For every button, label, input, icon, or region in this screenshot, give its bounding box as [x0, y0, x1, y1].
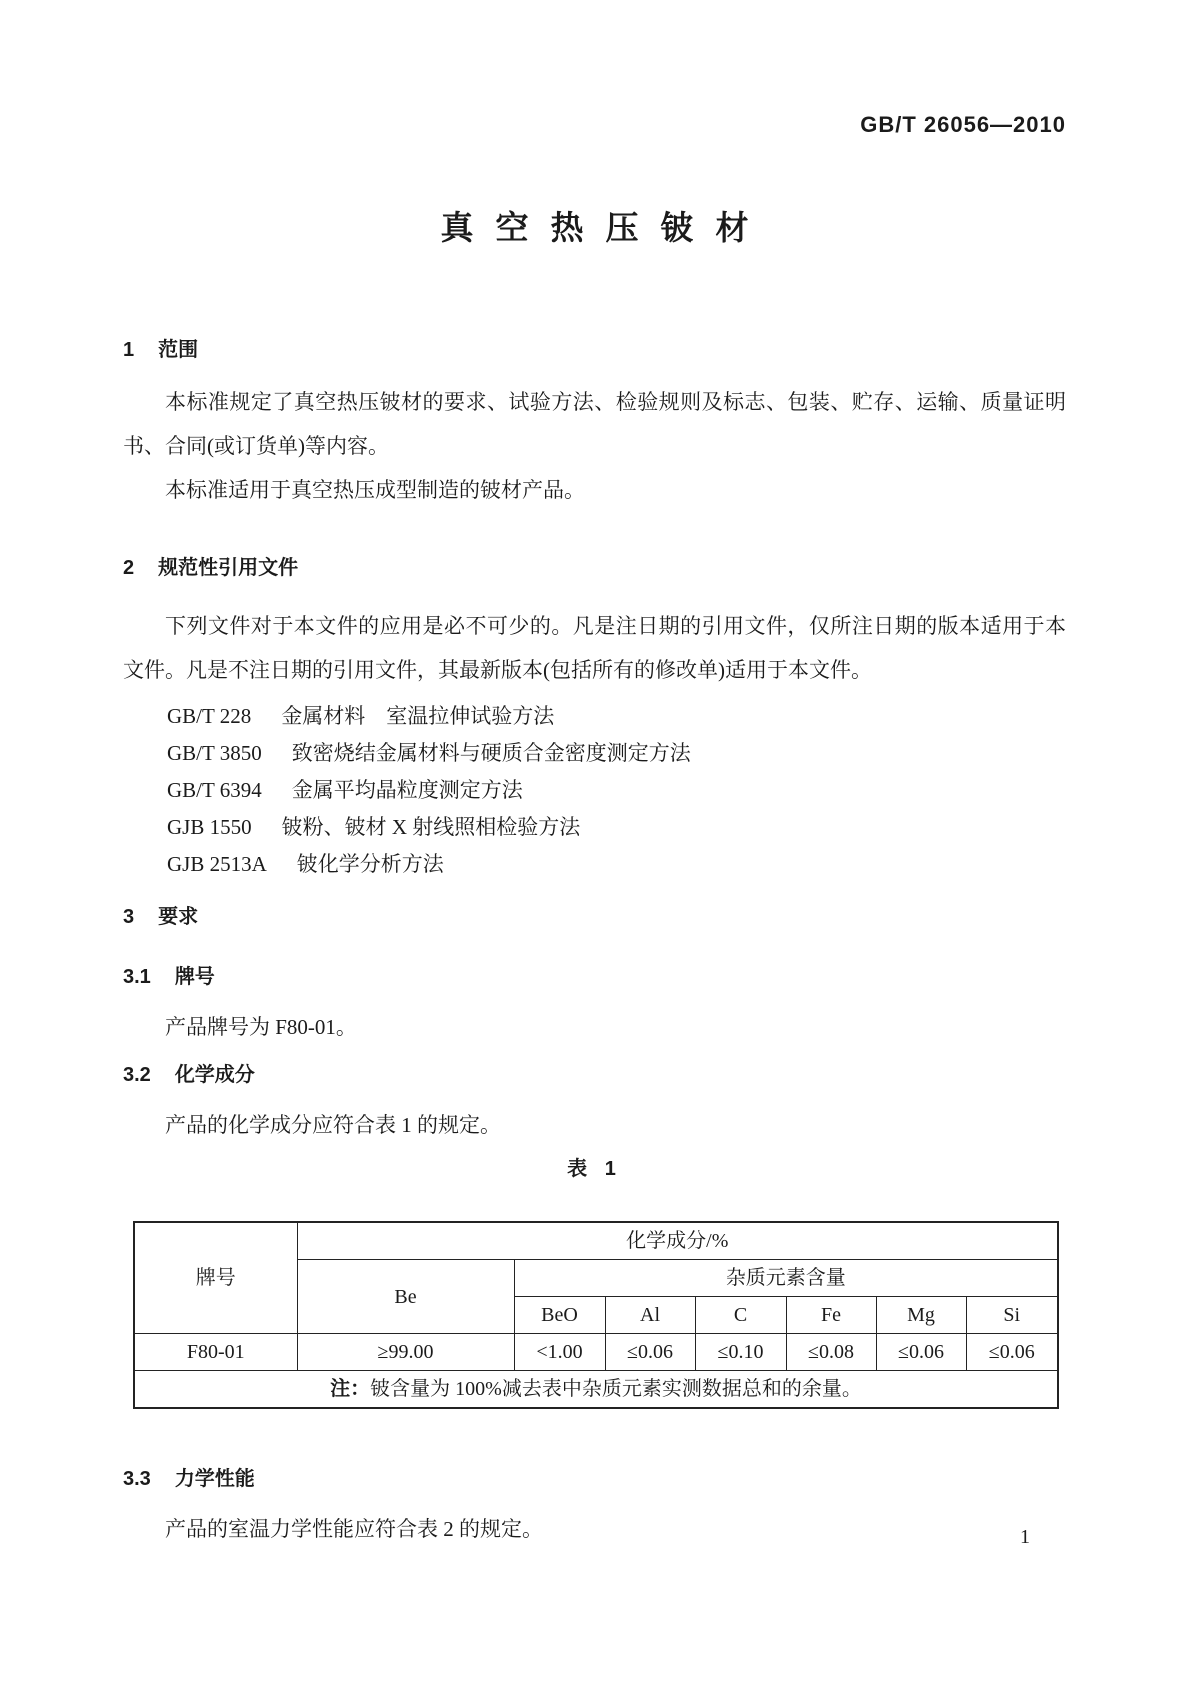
section-number: 1	[123, 339, 135, 361]
reference-list	[123, 698, 1066, 883]
cell-si: ≤0.06	[966, 1334, 1058, 1371]
page-content	[123, 0, 1066, 1551]
subsection-number: 3.1	[123, 966, 151, 988]
table-row	[134, 1371, 1058, 1409]
page-number: 1	[1020, 1526, 1030, 1548]
note-text: 铍含量为 100%减去表中杂质元素实测数据总和的余量。	[370, 1378, 862, 1400]
reference-title: 金属材料 室温拉伸试验方法	[281, 704, 555, 728]
reference-code: GB/T 6394	[167, 778, 262, 802]
reference-code: GB/T 228	[167, 704, 252, 728]
section-title: 要求	[158, 906, 199, 928]
reference-item	[123, 846, 1066, 883]
header-be: Be	[297, 1260, 514, 1334]
section-heading-references	[123, 554, 1066, 582]
scope-paragraph-1: 本标准规定了真空热压铍材的要求、试验方法、检验规则及标志、包装、贮存、运输、质量证明书、合同(或订货单)等内容。	[123, 390, 1066, 458]
section-heading-requirements	[123, 903, 1066, 931]
references-intro: 下列文件对于本文件的应用是必不可少的。凡是注日期的引用文件，仅所注日期的版本适用于本文件。凡是不注日期的引用文件，其最新版本(包括所有的修改单)适用于本文件。	[123, 614, 1066, 682]
subsection-title: 力学性能	[174, 1468, 255, 1490]
header-impurity: 杂质元素含量	[514, 1260, 1058, 1297]
reference-title: 致密烧结金属材料与硬质合金密度测定方法	[291, 741, 691, 765]
header-chem-composition: 化学成分/%	[297, 1222, 1058, 1260]
header-beo: BeO	[514, 1297, 605, 1334]
section-number: 3	[123, 906, 135, 928]
cell-c: ≤0.10	[695, 1334, 786, 1371]
reference-code: GJB 1550	[167, 815, 252, 839]
scope-paragraph-2: 本标准适用于真空热压成型制造的铍材产品。	[165, 478, 585, 502]
brand-text: 产品牌号为 F80-01。	[165, 1015, 357, 1039]
header-c: C	[695, 1297, 786, 1334]
reference-title: 金属平均晶粒度测定方法	[291, 778, 523, 802]
table1-caption: 表 1	[567, 1158, 622, 1180]
table-row	[134, 1334, 1058, 1371]
header-al: Al	[605, 1297, 695, 1334]
subsection-title: 化学成分	[174, 1064, 255, 1086]
cell-mg: ≤0.06	[876, 1334, 966, 1371]
header-mg: Mg	[876, 1297, 966, 1334]
header-fe: Fe	[786, 1297, 876, 1334]
table-note	[134, 1371, 1058, 1409]
reference-item	[123, 809, 1066, 846]
table1-chemical-composition	[133, 1221, 1059, 1409]
section-title: 范围	[158, 339, 199, 361]
header-brand: 牌号	[134, 1222, 297, 1334]
subsection-title: 牌号	[174, 966, 215, 988]
subsection-heading-brand	[123, 963, 1066, 991]
standard-code: GB/T 26056—2010	[860, 112, 1066, 137]
reference-item	[123, 698, 1066, 735]
cell-fe: ≤0.08	[786, 1334, 876, 1371]
document-title: 真空热压铍材	[440, 209, 771, 246]
chemical-text: 产品的化学成分应符合表 1 的规定。	[165, 1113, 501, 1137]
mechanical-text: 产品的室温力学性能应符合表 2 的规定。	[165, 1517, 543, 1541]
cell-be: ≥99.00	[297, 1334, 514, 1371]
subsection-heading-mechanical	[123, 1465, 1066, 1493]
cell-brand: F80-01	[134, 1334, 297, 1371]
subsection-number: 3.2	[123, 1064, 151, 1086]
header-si: Si	[966, 1297, 1058, 1334]
reference-code: GB/T 3850	[167, 741, 262, 765]
reference-item	[123, 735, 1066, 772]
note-label: 注：	[330, 1378, 371, 1400]
subsection-heading-chemical	[123, 1061, 1066, 1089]
subsection-number: 3.3	[123, 1468, 151, 1490]
table-row	[134, 1222, 1058, 1260]
reference-code: GJB 2513A	[167, 852, 267, 876]
section-title: 规范性引用文件	[158, 557, 299, 579]
reference-item	[123, 772, 1066, 809]
section-number: 2	[123, 557, 135, 579]
section-heading-scope	[123, 336, 1066, 364]
reference-title: 铍粉、铍材 X 射线照相检验方法	[281, 815, 581, 839]
cell-al: ≤0.06	[605, 1334, 695, 1371]
reference-title: 铍化学分析方法	[296, 852, 444, 876]
cell-beo: <1.00	[514, 1334, 605, 1371]
